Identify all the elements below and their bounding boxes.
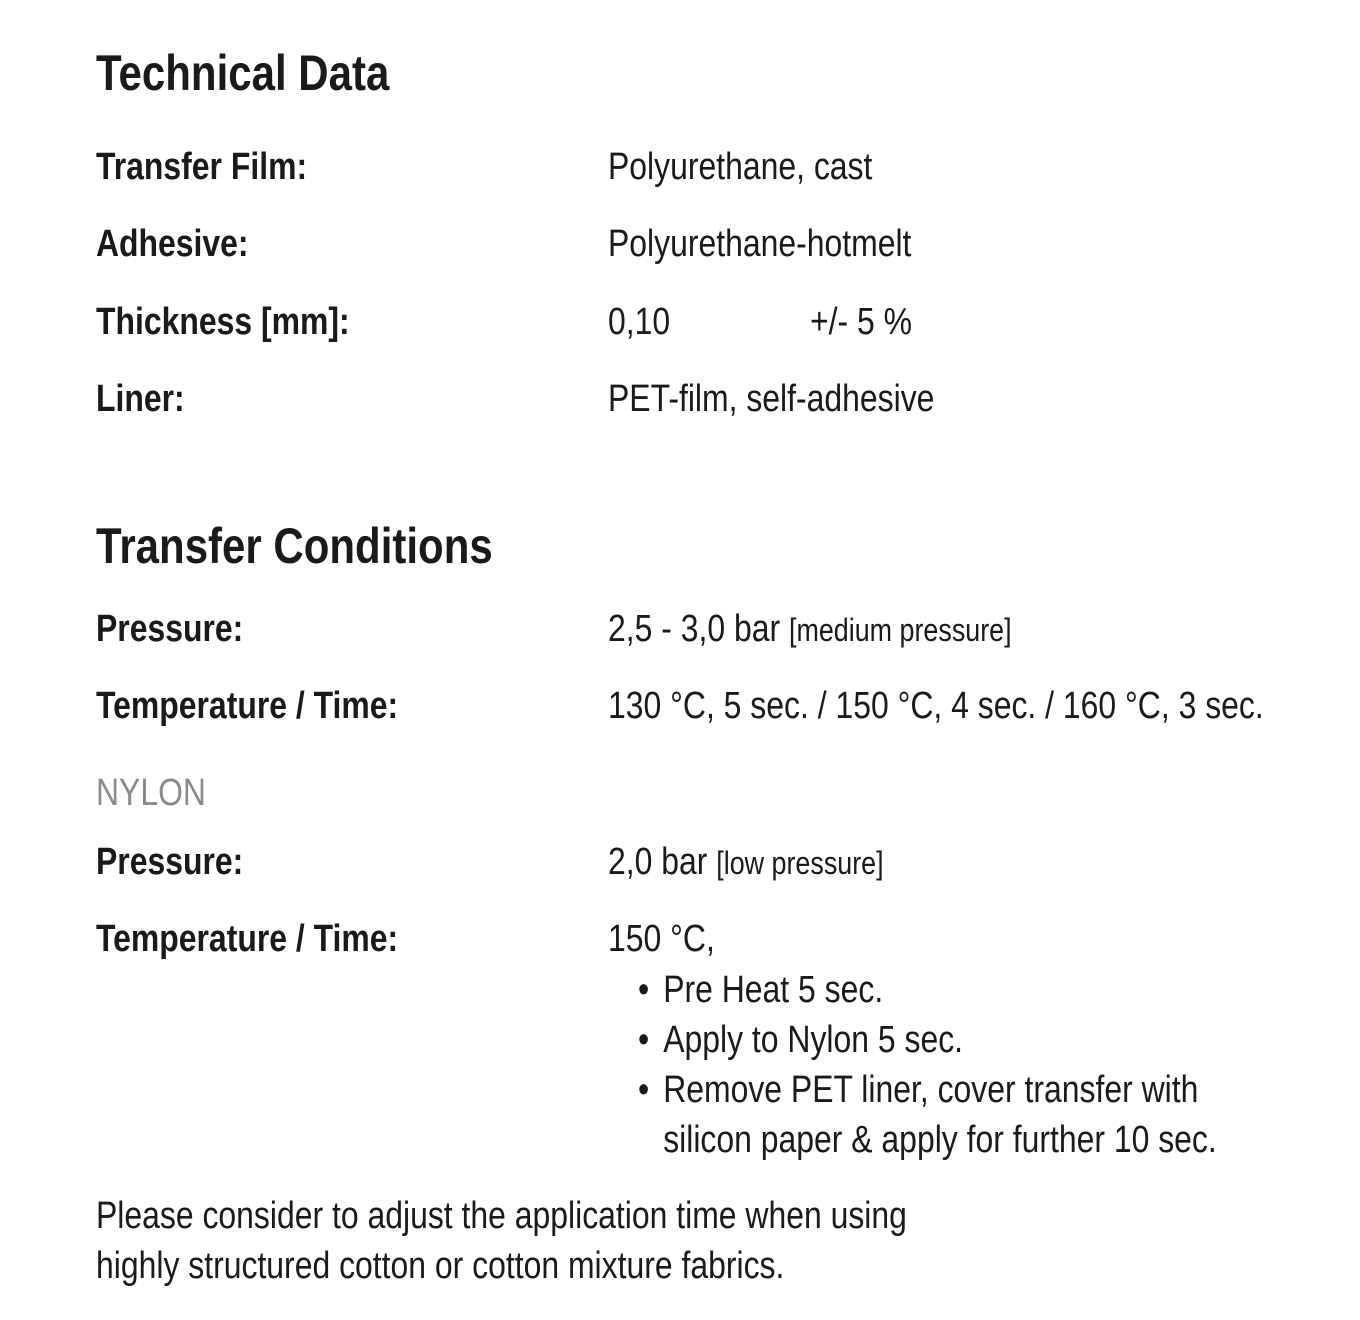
pressure-note: [medium pressure] (788, 612, 1012, 648)
nylon-pressure-value: 2,0 bar [low pressure] (608, 841, 884, 883)
application-note: Please consider to adjust the application time when using highly structured cotton or cotton mixture fabrics. (96, 1195, 907, 1287)
technical-data-heading: Technical Data (96, 45, 390, 101)
adhesive-value: Polyurethane-hotmelt (608, 223, 912, 265)
nylon-steps-list (608, 965, 1327, 1165)
pressure-value: 2,5 - 3,0 bar [medium pressure] (608, 608, 1012, 650)
pressure-label: Pressure: (96, 608, 244, 650)
liner-value: PET-film, self-adhesive (608, 378, 935, 420)
transfer-conditions-heading: Transfer Conditions (96, 518, 493, 574)
adhesive-label: Adhesive: (96, 223, 249, 265)
nylon-pressure-note: [low pressure] (716, 845, 884, 881)
temperature-time-value: 130 °C, 5 sec. / 150 °C, 4 sec. / 160 °C, 3 sec. (608, 685, 1264, 727)
liner-label: Liner: (96, 378, 185, 420)
bullet-icon: • (638, 1069, 650, 1111)
transfer-film-value: Polyurethane, cast (608, 146, 873, 188)
nylon-temperature-time-label: Temperature / Time: (96, 918, 399, 960)
thickness-value: 0,10 (608, 301, 671, 343)
bullet-icon: • (638, 1019, 650, 1061)
list-item: • Remove PET liner, cover transfer with (608, 1065, 1327, 1115)
temperature-time-label: Temperature / Time: (96, 685, 399, 727)
transfer-film-label: Transfer Film: (96, 146, 308, 188)
list-item-continuation: silicon paper & apply for further 10 sec. (663, 1119, 1217, 1161)
nylon-temperature-value: 150 °C, (608, 918, 715, 960)
thickness-label: Thickness [mm]: (96, 301, 350, 343)
list-item: • Apply to Nylon 5 sec. (608, 1015, 1327, 1065)
bullet-icon: • (638, 969, 650, 1011)
list-item: • Pre Heat 5 sec. (608, 965, 1327, 1015)
nylon-subheading: NYLON (96, 772, 206, 814)
nylon-pressure-label: Pressure: (96, 841, 244, 883)
thickness-tolerance: +/- 5 % (810, 301, 913, 343)
